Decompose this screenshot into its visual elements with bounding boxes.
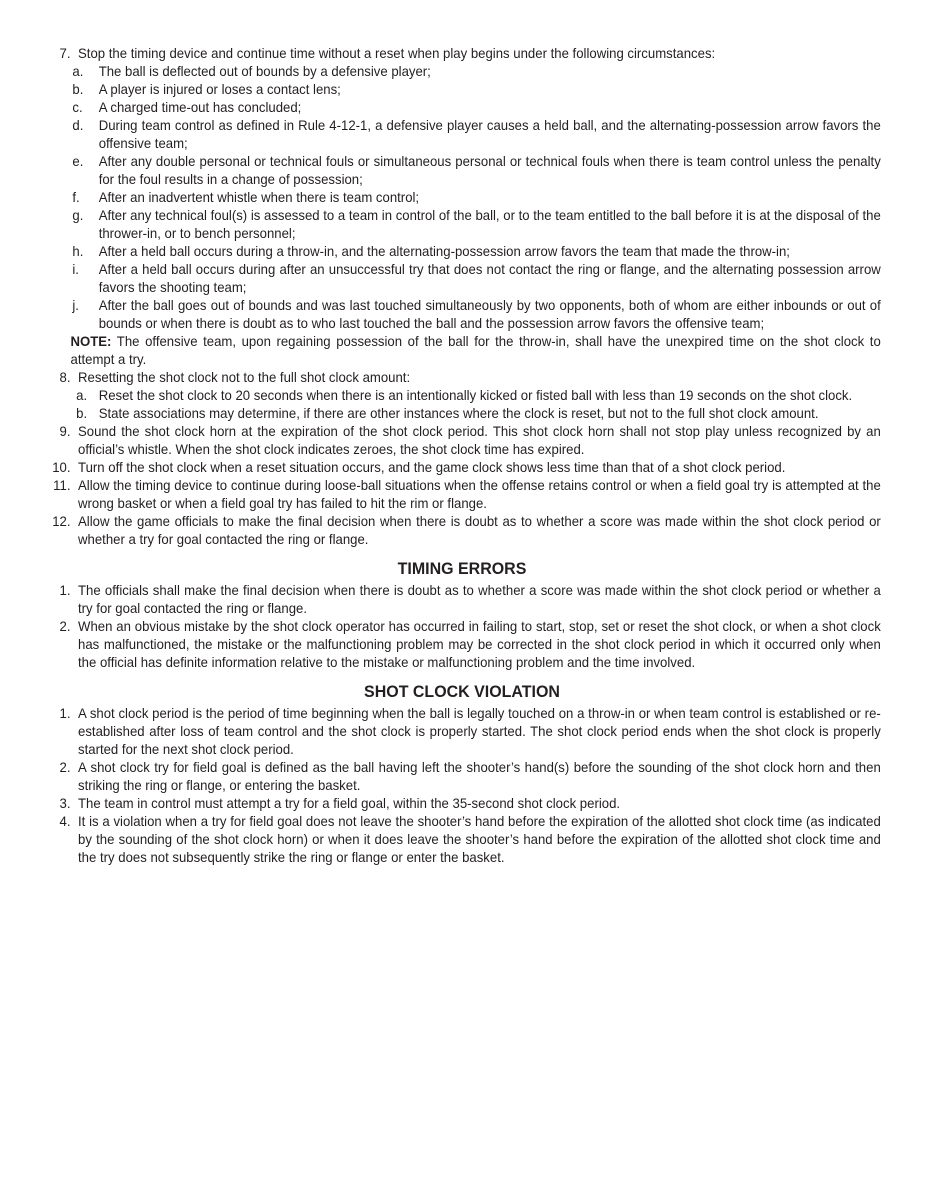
- sub-letter: c.: [72, 99, 83, 115]
- sub-item-7c: [43, 98, 881, 116]
- sub-letter: d.: [72, 117, 84, 133]
- list-item-9: [43, 422, 881, 458]
- sub-text: A charged time-out has concluded;: [98, 99, 302, 115]
- note-label: NOTE:: [70, 333, 112, 349]
- sub-text: After the ball goes out of bounds and was last touched simultaneously by two opponents, both of whom are either inbounds or out of bounds or when there is doubt as to who last touched the ball and the possession arrow favors the offensive team;: [98, 297, 881, 331]
- sub-text: After a held ball occurs during after an unsuccessful try that does not contact the ring or flange, and the alternating possession arrow favors the shooting team;: [98, 261, 881, 295]
- item-text: Allow the timing device to continue during loose-ball situations when the offense retains control or when a field goal try is attempted at the wrong basket or when a field goal try has failed to hit the rim or flange.: [78, 477, 881, 511]
- item-text: A shot clock try for field goal is defined as the ball having left the shooter’s hand(s) before the sounding of the shot clock horn and then striking the ring or flange, or entering the basket.: [78, 759, 881, 793]
- sub-letter: b.: [76, 405, 88, 421]
- item-text: The team in control must attempt a try for a field goal, within the 35-second shot clock period.: [78, 795, 621, 811]
- item-number: 7.: [59, 45, 71, 61]
- sub-text: The ball is deflected out of bounds by a defensive player;: [98, 63, 431, 79]
- list-item-7: [43, 44, 881, 62]
- sub-item-7a: [43, 62, 881, 80]
- sub-item-7b: [43, 80, 881, 98]
- violation-item-3: [43, 794, 881, 812]
- item-text: The officials shall make the final decision when there is doubt as to whether a score was made within the shot clock period or whether a try for goal contacted the ring or flange.: [78, 582, 881, 616]
- sub-text: Reset the shot clock to 20 seconds when there is an intentionally kicked or fisted ball with less than 19 seconds on the shot clock.: [98, 387, 853, 403]
- item-number: 3.: [59, 795, 71, 811]
- sub-letter: i.: [72, 261, 79, 277]
- list-item-11: [43, 476, 881, 512]
- sub-letter: f.: [72, 189, 80, 205]
- list-item-8: [43, 368, 881, 386]
- sub-letter: a.: [76, 387, 88, 403]
- sub-item-7d: [43, 116, 881, 152]
- item-text: Resetting the shot clock not to the full shot clock amount:: [78, 369, 411, 385]
- note-paragraph: [43, 332, 881, 368]
- note-text: The offensive team, upon regaining possession of the ball for the throw-in, shall have the unexpired time on the shot clock to attempt a try.: [70, 333, 881, 367]
- timing-errors-heading: TIMING ERRORS: [397, 559, 527, 578]
- item-text: When an obvious mistake by the shot clock operator has occurred in failing to start, stop, set or reset the shot clock, or when a shot clock has malfunctioned, the mistake or the malfunctioning problem may be corrected in the shot clock period in which it occurred only when the official has definite information relative to the mistake or malfunctioning problem and the time involved.: [78, 618, 881, 670]
- sub-item-8a: [43, 386, 881, 404]
- item-text: Allow the game officials to make the final decision when there is doubt as to whether a score was made within the shot clock period or whether a try for goal contacted the ring or flange.: [78, 513, 881, 547]
- sub-letter: a.: [72, 63, 84, 79]
- sub-letter: e.: [72, 153, 84, 169]
- sub-text: After any double personal or technical fouls or simultaneous personal or technical fouls when there is team control unless the penalty for the foul results in a change of possession;: [98, 153, 881, 187]
- sub-item-7f: [43, 188, 881, 206]
- sub-text: State associations may determine, if there are other instances where the clock is reset, but not to the full shot clock amount.: [98, 405, 819, 421]
- item-number: 8.: [59, 369, 71, 385]
- sub-item-8b: [43, 404, 881, 422]
- item-text: Sound the shot clock horn at the expiration of the shot clock period. This shot clock horn shall not stop play unless recognized by an official’s whistle. When the shot clock indicates zeroes, the shot clock time has expired.: [78, 423, 881, 457]
- sub-letter: h.: [72, 243, 84, 259]
- item-number: 2.: [59, 759, 71, 775]
- shot-clock-violation-heading: SHOT CLOCK VIOLATION: [364, 682, 560, 701]
- sub-item-7e: [43, 152, 881, 188]
- sub-item-7g: [43, 206, 881, 242]
- item-number: 2.: [59, 618, 71, 634]
- item-number: 4.: [59, 813, 71, 829]
- list-item-12: [43, 512, 881, 548]
- item-text: A shot clock period is the period of time beginning when the ball is legally touched on a throw-in or when team control is established or re-established after loss of team control and the shot clock is properly started. The shot clock period ends when the shot clock is properly started for the next shot clock period.: [78, 705, 881, 757]
- item-number: 11.: [53, 477, 71, 493]
- item-number: 9.: [59, 423, 71, 439]
- sub-letter: g.: [72, 207, 84, 223]
- item-number: 10.: [52, 459, 71, 475]
- sub-letter: b.: [72, 81, 84, 97]
- sub-item-7i: [43, 260, 881, 296]
- list-item-10: [43, 458, 881, 476]
- item-text: Turn off the shot clock when a reset situation occurs, and the game clock shows less time than that of a shot clock period.: [78, 459, 786, 475]
- violation-item-1: [43, 704, 881, 758]
- sub-text: After any technical foul(s) is assessed to a team in control of the ball, or to the team entitled to the ball before it is at the disposal of the thrower-in, or to bench personnel;: [98, 207, 881, 241]
- sub-item-7h: [43, 242, 881, 260]
- sub-text: A player is injured or loses a contact lens;: [98, 81, 341, 97]
- violation-item-4: [43, 812, 881, 866]
- item-text: Stop the timing device and continue time without a reset when play begins under the following circumstances:: [78, 45, 716, 61]
- item-text: It is a violation when a try for field goal does not leave the shooter’s hand before the expiration of the allotted shot clock time (as indicated by the sounding of the shot clock horn) or when it does leave the shooter’s hand before the expiration of the allotted shot clock time and the try does not subsequently strike the ring or flange or enter the basket.: [78, 813, 881, 865]
- sub-letter: j.: [72, 297, 79, 313]
- item-number: 1.: [59, 705, 71, 721]
- sub-text: After an inadvertent whistle when there is team control;: [98, 189, 420, 205]
- sub-text: After a held ball occurs during a throw-in, and the alternating-possession arrow favors the team that made the throw-in;: [98, 243, 790, 259]
- sub-text: During team control as defined in Rule 4-12-1, a defensive player causes a held ball, and the alternating-possession arrow favors the offensive team;: [98, 117, 881, 151]
- sub-item-7j: [43, 296, 881, 332]
- violation-item-2: [43, 758, 881, 794]
- item-number: 12.: [52, 513, 71, 529]
- timing-errors-item-1: [43, 581, 881, 617]
- timing-errors-item-2: [43, 617, 881, 671]
- item-number: 1.: [59, 582, 71, 598]
